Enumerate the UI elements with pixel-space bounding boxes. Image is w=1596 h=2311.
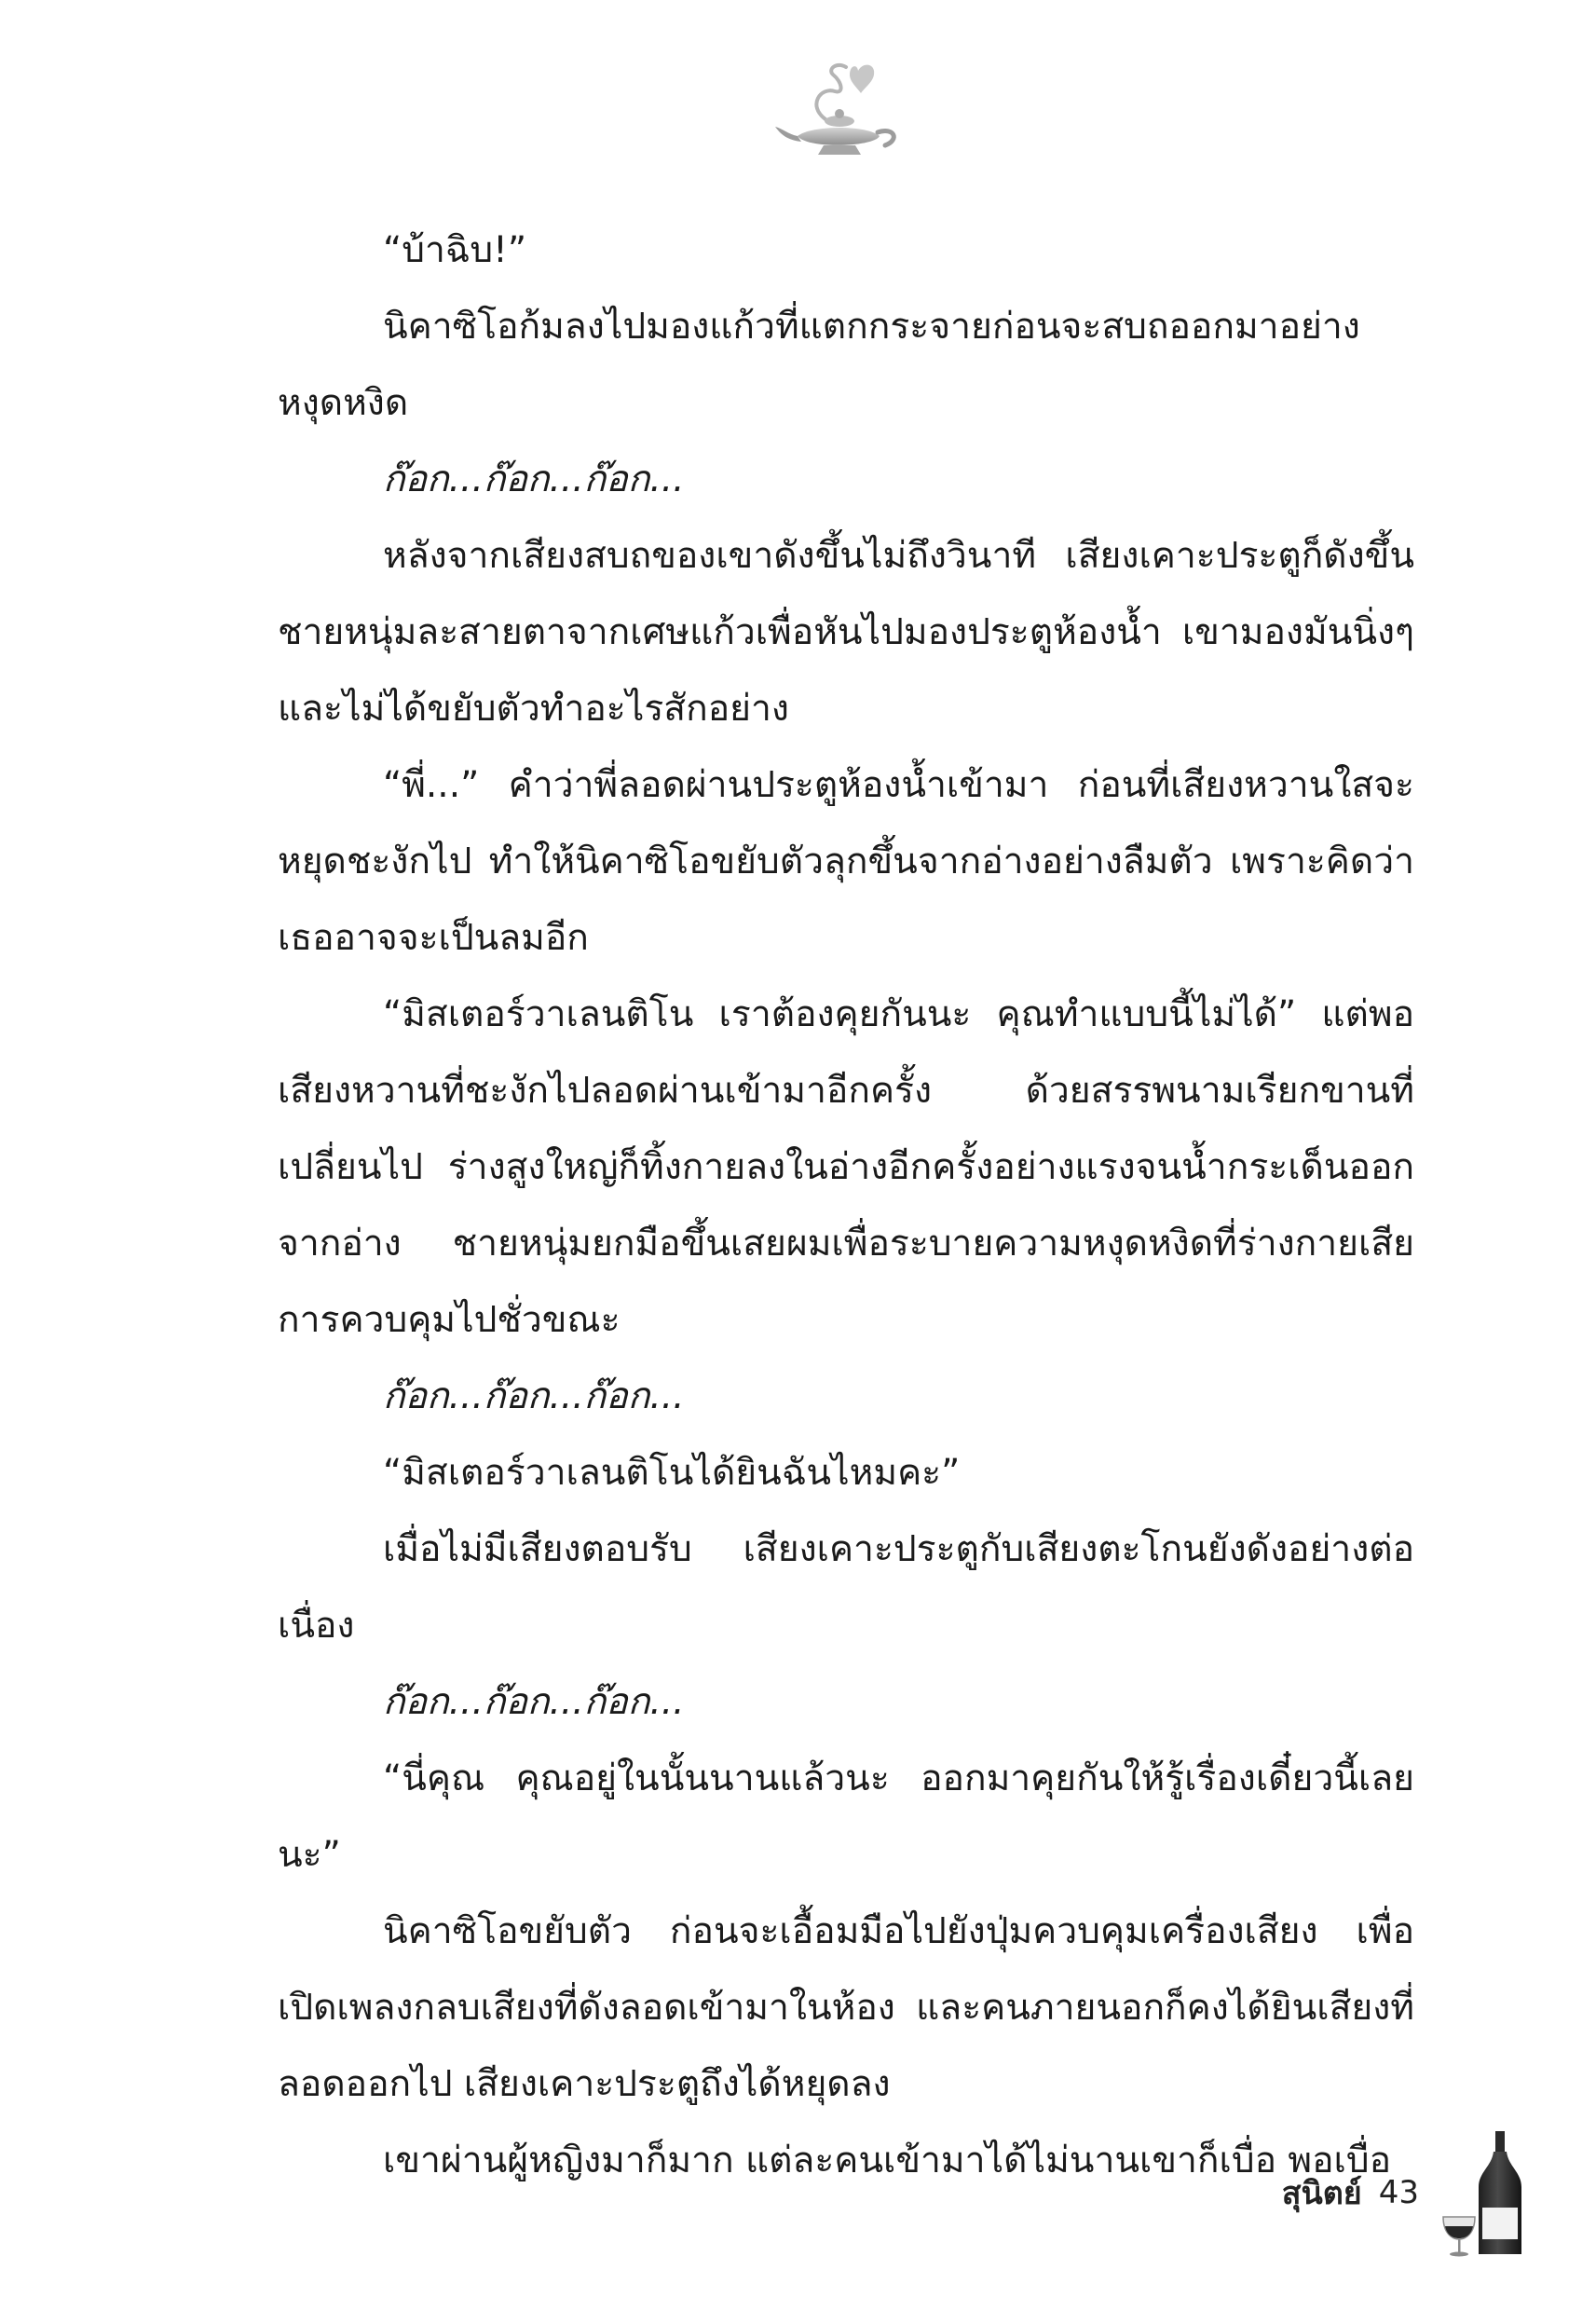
- paragraph: ก๊อก...ก๊อก...ก๊อก...: [383, 1375, 685, 1417]
- page-number: 43: [1378, 2174, 1419, 2211]
- paragraph: “บ้าฉิบ!”: [383, 229, 527, 271]
- paragraph: “นี่คุณ คุณอยู่ในนั้นนานแล้วนะ ออกมาคุยกันให้รู้เรื่องเดี๋ยวนี้เลยนะ”: [278, 1757, 1414, 1876]
- chapter-body-text: [278, 212, 1414, 2199]
- paragraph: ก๊อก...ก๊อก...ก๊อก...: [383, 458, 685, 500]
- paragraph: นิคาซิโอขยับตัว ก่อนจะเอื้อมมือไปยังปุ่มควบคุมเครื่องเสียง เพื่อเปิดเพลงกลบเสียงที่ดังลอดเข้ามาในห้อง และคนภายนอกก็คงได้ยินเสียงที่ลอดออกไป เสียงเคาะประตูถึงได้หยุดลง: [278, 1910, 1414, 2105]
- paragraph: “มิสเตอร์วาเลนติโนได้ยินฉันไหมคะ”: [383, 1452, 961, 1494]
- paragraph: เขาผ่านผู้หญิงมาก็มาก แต่ละคนเข้ามาได้ไม่นานเขาก็เบื่อ พอเบื่อ: [383, 2140, 1392, 2181]
- paragraph: “พี่...” คำว่าพี่ลอดผ่านประตูห้องน้ำเข้ามา ก่อนที่เสียงหวานใสจะหยุดชะงักไป ทำให้นิคาซิโอขยับตัวลุกขึ้นจากอ่างอย่างลืมตัว เพราะคิดว่าเธออาจจะเป็นลมอีก: [278, 764, 1414, 959]
- author-name: สุนิตย์: [1281, 2175, 1362, 2212]
- paragraph: นิคาซิโอก้มลงไปมองแก้วที่แตกกระจายก่อนจะสบถออกมาอย่างหงุดหงิด: [278, 306, 1360, 424]
- page-footer: [1282, 2160, 1438, 2225]
- paragraph: ก๊อก...ก๊อก...ก๊อก...: [383, 1681, 685, 1723]
- paragraph: “มิสเตอร์วาเลนติโน เราต้องคุยกันนะ คุณทำแบบนี้ไม่ได้” แต่พอเสียงหวานที่ชะงักไปลอดผ่านเข้ามาอีกครั้ง ด้วยสรรพนามเรียกขานที่เปลี่ยนไป ร่างสูงใหญ่ก็ทิ้งกายลงในอ่างอีกครั้งอย่างแรงจนน้ำกระเด็นออกจากอ่าง ชายหนุ่มยกมือขึ้นเสยผมเพื่อระบายความหงุดหงิดที่ร่างกายเสียการควบคุมไปชั่วขณะ: [278, 993, 1414, 1341]
- paragraph: หลังจากเสียงสบถของเขาดังขึ้นไม่ถึงวินาที เสียงเคาะประตูก็ดังขึ้น ชายหนุ่มละสายตาจากเศษแก้วเพื่อหันไปมองประตูห้องน้ำ เขามองมันนิ่งๆ และไม่ได้ขยับตัวทำอะไรสักอย่าง: [278, 535, 1414, 730]
- wine-bottle-icon: [1434, 2129, 1536, 2260]
- genie-lamp-ornament-icon: [770, 54, 909, 166]
- paragraph: เมื่อไม่มีเสียงตอบรับ เสียงเคาะประตูกับเสียงตะโกนยังดังอย่างต่อเนื่อง: [278, 1528, 1414, 1647]
